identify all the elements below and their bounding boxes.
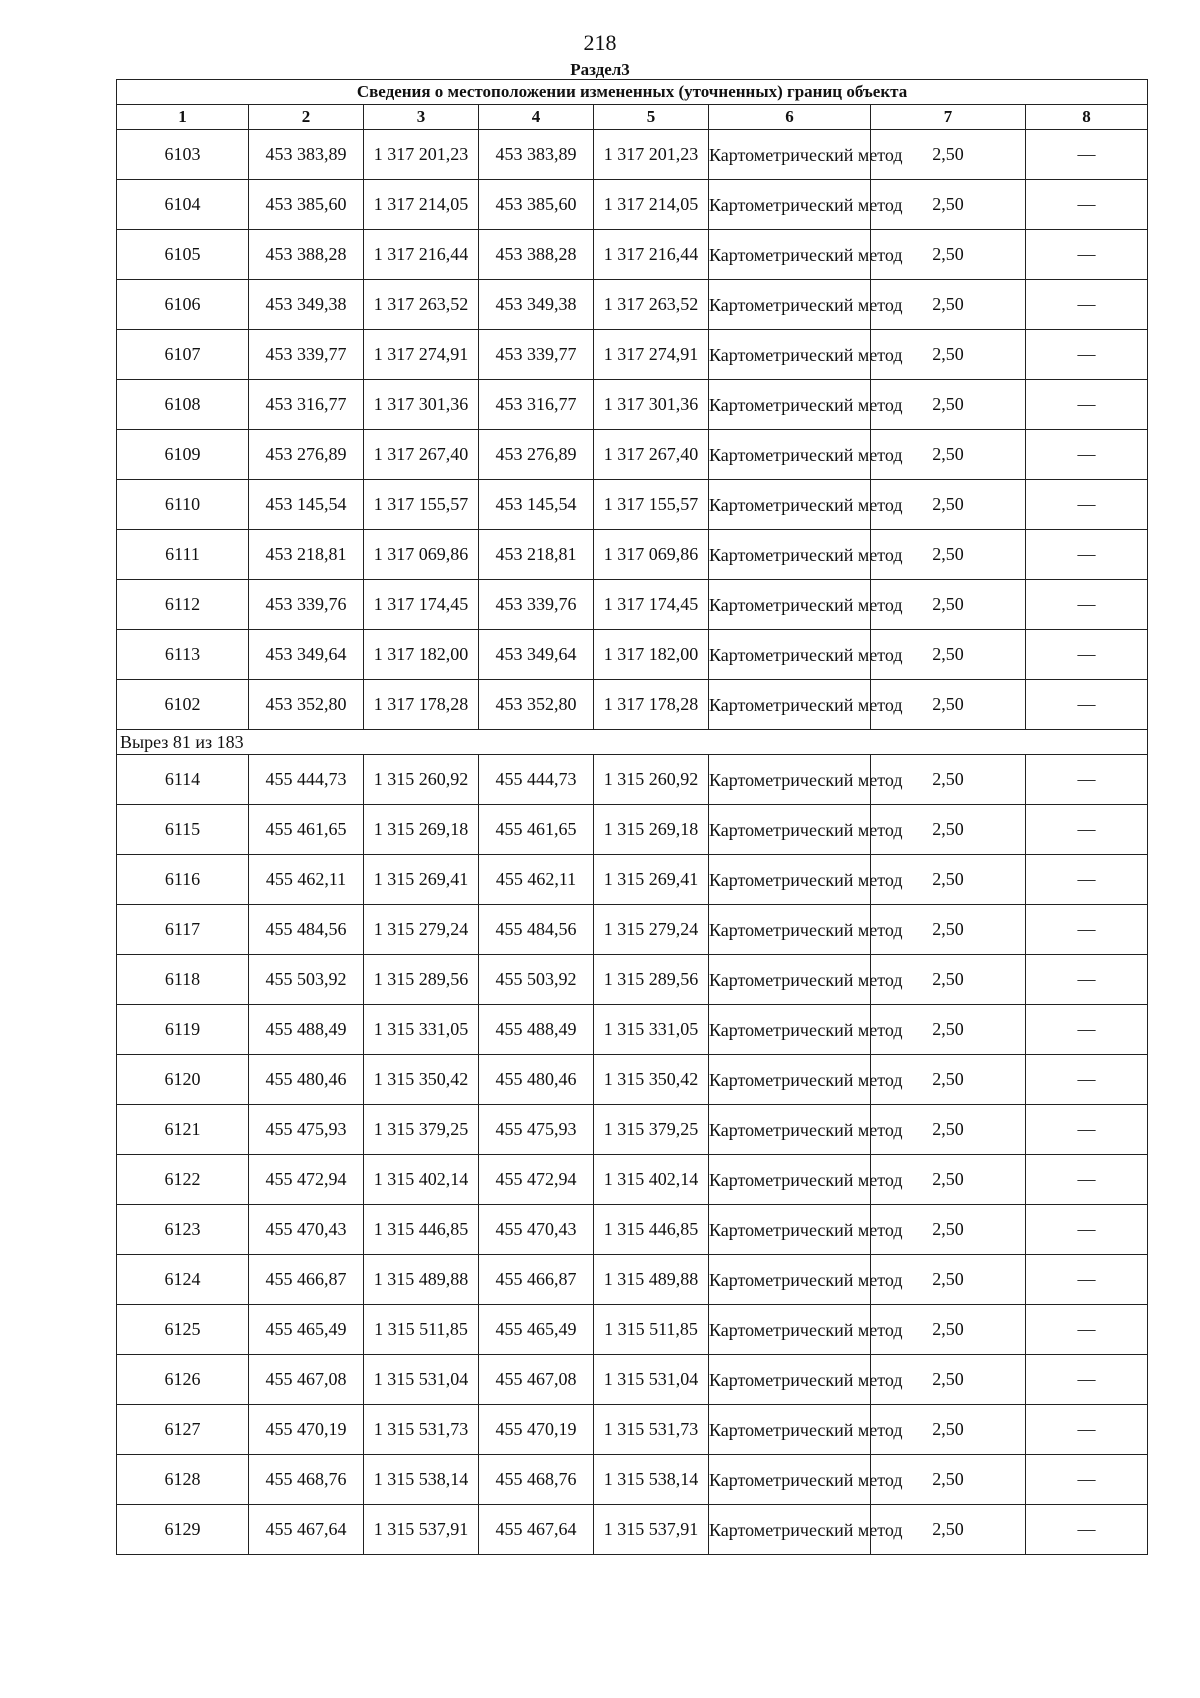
method-cell: Картометрический метод: [709, 1155, 871, 1205]
x-existing-cell: 453 352,80: [249, 680, 364, 730]
accuracy-cell: 2,50: [871, 755, 1026, 805]
x-existing-cell: 455 470,19: [249, 1405, 364, 1455]
method-cell: Картометрический метод: [709, 1355, 871, 1405]
x-existing-cell: 453 145,54: [249, 480, 364, 530]
x-new-cell: 455 461,65: [479, 805, 594, 855]
x-new-cell: 455 503,92: [479, 955, 594, 1005]
y-existing-cell: 1 315 269,18: [364, 805, 479, 855]
y-existing-cell: 1 315 350,42: [364, 1055, 479, 1105]
table-caption-row: [117, 80, 1148, 105]
accuracy-cell: 2,50: [871, 1055, 1026, 1105]
x-existing-cell: 453 218,81: [249, 530, 364, 580]
description-cell: —: [1026, 1405, 1148, 1455]
x-existing-cell: 453 383,89: [249, 130, 364, 180]
accuracy-cell: 2,50: [871, 1405, 1026, 1455]
x-existing-cell: 453 339,76: [249, 580, 364, 630]
accuracy-cell: 2,50: [871, 180, 1026, 230]
method-cell: Картометрический метод: [709, 130, 871, 180]
description-cell: —: [1026, 530, 1148, 580]
table-row: [117, 430, 1148, 480]
description-cell: —: [1026, 680, 1148, 730]
method-cell: Картометрический метод: [709, 480, 871, 530]
point-number-cell: 6127: [117, 1405, 249, 1455]
table-row: [117, 680, 1148, 730]
table-row: [117, 1455, 1148, 1505]
x-existing-cell: 455 472,94: [249, 1155, 364, 1205]
method-cell: Картометрический метод: [709, 1005, 871, 1055]
y-existing-cell: 1 315 446,85: [364, 1205, 479, 1255]
table-row: [117, 955, 1148, 1005]
y-existing-cell: 1 317 182,00: [364, 630, 479, 680]
table-caption: Сведения о местоположении измененных (уточненных) границ объекта: [117, 80, 1148, 105]
description-cell: —: [1026, 180, 1148, 230]
description-cell: —: [1026, 380, 1148, 430]
x-existing-cell: 455 467,08: [249, 1355, 364, 1405]
x-new-cell: 455 444,73: [479, 755, 594, 805]
x-new-cell: 455 462,11: [479, 855, 594, 905]
description-cell: —: [1026, 955, 1148, 1005]
description-cell: —: [1026, 1005, 1148, 1055]
y-new-cell: 1 315 279,24: [594, 905, 709, 955]
point-number-cell: 6107: [117, 330, 249, 380]
table-row: [117, 855, 1148, 905]
method-cell: Картометрический метод: [709, 280, 871, 330]
y-new-cell: 1 315 350,42: [594, 1055, 709, 1105]
method-cell: Картометрический метод: [709, 1205, 871, 1255]
table-row: [117, 330, 1148, 380]
section-title: Раздел3: [570, 60, 630, 79]
y-new-cell: 1 317 216,44: [594, 230, 709, 280]
table-row: [117, 1055, 1148, 1105]
x-existing-cell: 455 470,43: [249, 1205, 364, 1255]
method-cell: Картометрический метод: [709, 1505, 871, 1555]
table-row: [117, 580, 1148, 630]
description-cell: —: [1026, 1205, 1148, 1255]
table-row: [117, 1155, 1148, 1205]
description-cell: —: [1026, 805, 1148, 855]
description-cell: —: [1026, 430, 1148, 480]
point-number-cell: 6110: [117, 480, 249, 530]
x-existing-cell: 453 276,89: [249, 430, 364, 480]
table-row: [117, 480, 1148, 530]
x-new-cell: 455 475,93: [479, 1105, 594, 1155]
page-number: 218: [583, 30, 617, 55]
method-cell: Картометрический метод: [709, 680, 871, 730]
method-cell: Картометрический метод: [709, 630, 871, 680]
x-new-cell: 455 467,08: [479, 1355, 594, 1405]
point-number-cell: 6125: [117, 1305, 249, 1355]
x-new-cell: 453 339,76: [479, 580, 594, 630]
point-number-cell: 6104: [117, 180, 249, 230]
point-number-cell: 6124: [117, 1255, 249, 1305]
method-cell: Картометрический метод: [709, 955, 871, 1005]
method-cell: Картометрический метод: [709, 855, 871, 905]
y-new-cell: 1 315 537,91: [594, 1505, 709, 1555]
y-new-cell: 1 315 531,04: [594, 1355, 709, 1405]
y-existing-cell: 1 317 267,40: [364, 430, 479, 480]
accuracy-cell: 2,50: [871, 630, 1026, 680]
x-existing-cell: 453 316,77: [249, 380, 364, 430]
description-cell: —: [1026, 580, 1148, 630]
y-new-cell: 1 317 267,40: [594, 430, 709, 480]
x-existing-cell: 453 349,64: [249, 630, 364, 680]
y-existing-cell: 1 317 155,57: [364, 480, 479, 530]
column-number-row: [117, 105, 1148, 130]
point-number-cell: 6108: [117, 380, 249, 430]
method-cell: Картометрический метод: [709, 430, 871, 480]
y-new-cell: 1 317 274,91: [594, 330, 709, 380]
point-number-cell: 6115: [117, 805, 249, 855]
y-new-cell: 1 317 301,36: [594, 380, 709, 430]
y-existing-cell: 1 315 279,24: [364, 905, 479, 955]
x-existing-cell: 455 480,46: [249, 1055, 364, 1105]
accuracy-cell: 2,50: [871, 1355, 1026, 1405]
table-row: [117, 1255, 1148, 1305]
y-new-cell: 1 315 260,92: [594, 755, 709, 805]
point-number-cell: 6129: [117, 1505, 249, 1555]
y-new-cell: 1 315 511,85: [594, 1305, 709, 1355]
y-new-cell: 1 315 331,05: [594, 1005, 709, 1055]
x-new-cell: 453 385,60: [479, 180, 594, 230]
x-existing-cell: 455 468,76: [249, 1455, 364, 1505]
accuracy-cell: 2,50: [871, 330, 1026, 380]
method-cell: Картометрический метод: [709, 530, 871, 580]
x-new-cell: 453 145,54: [479, 480, 594, 530]
description-cell: —: [1026, 905, 1148, 955]
point-number-cell: 6114: [117, 755, 249, 805]
accuracy-cell: 2,50: [871, 1155, 1026, 1205]
x-existing-cell: 453 385,60: [249, 180, 364, 230]
method-cell: Картометрический метод: [709, 1405, 871, 1455]
y-existing-cell: 1 317 301,36: [364, 380, 479, 430]
table-row: [117, 1005, 1148, 1055]
description-cell: —: [1026, 130, 1148, 180]
accuracy-cell: 2,50: [871, 1255, 1026, 1305]
table-row: [117, 280, 1148, 330]
x-existing-cell: 455 484,56: [249, 905, 364, 955]
table-row: [117, 1505, 1148, 1555]
column-number-2: 2: [249, 105, 364, 130]
x-existing-cell: 455 465,49: [249, 1305, 364, 1355]
accuracy-cell: 2,50: [871, 130, 1026, 180]
y-existing-cell: 1 315 289,56: [364, 955, 479, 1005]
accuracy-cell: 2,50: [871, 1505, 1026, 1555]
accuracy-cell: 2,50: [871, 955, 1026, 1005]
column-number-3: 3: [364, 105, 479, 130]
description-cell: —: [1026, 1305, 1148, 1355]
x-new-cell: 455 470,43: [479, 1205, 594, 1255]
x-new-cell: 455 466,87: [479, 1255, 594, 1305]
y-existing-cell: 1 317 274,91: [364, 330, 479, 380]
table-row: [117, 530, 1148, 580]
y-new-cell: 1 315 269,41: [594, 855, 709, 905]
y-existing-cell: 1 315 531,73: [364, 1405, 479, 1455]
column-number-4: 4: [479, 105, 594, 130]
accuracy-cell: 2,50: [871, 805, 1026, 855]
method-cell: Картометрический метод: [709, 380, 871, 430]
y-new-cell: 1 315 538,14: [594, 1455, 709, 1505]
method-cell: Картометрический метод: [709, 805, 871, 855]
x-existing-cell: 453 349,38: [249, 280, 364, 330]
table-row: [117, 755, 1148, 805]
point-number-cell: 6112: [117, 580, 249, 630]
point-number-cell: 6105: [117, 230, 249, 280]
description-cell: —: [1026, 480, 1148, 530]
x-existing-cell: 455 466,87: [249, 1255, 364, 1305]
table-row: [117, 1205, 1148, 1255]
accuracy-cell: 2,50: [871, 430, 1026, 480]
y-existing-cell: 1 317 214,05: [364, 180, 479, 230]
method-cell: Картометрический метод: [709, 180, 871, 230]
x-existing-cell: 453 339,77: [249, 330, 364, 380]
y-new-cell: 1 315 531,73: [594, 1405, 709, 1455]
cutout-label: Вырез 81 из 183: [117, 730, 1148, 755]
table-row: [117, 630, 1148, 680]
x-new-cell: 455 470,19: [479, 1405, 594, 1455]
accuracy-cell: 2,50: [871, 905, 1026, 955]
point-number-cell: 6109: [117, 430, 249, 480]
description-cell: —: [1026, 1055, 1148, 1105]
point-number-cell: 6126: [117, 1355, 249, 1405]
point-number-cell: 6117: [117, 905, 249, 955]
description-cell: —: [1026, 1455, 1148, 1505]
boundary-coordinates-table: [116, 79, 1148, 1555]
description-cell: —: [1026, 1505, 1148, 1555]
accuracy-cell: 2,50: [871, 1105, 1026, 1155]
table-row: [117, 1305, 1148, 1355]
accuracy-cell: 2,50: [871, 1305, 1026, 1355]
x-new-cell: 455 465,49: [479, 1305, 594, 1355]
method-cell: Картометрический метод: [709, 230, 871, 280]
y-new-cell: 1 315 446,85: [594, 1205, 709, 1255]
method-cell: Картометрический метод: [709, 755, 871, 805]
point-number-cell: 6116: [117, 855, 249, 905]
column-number-5: 5: [594, 105, 709, 130]
table-row: [117, 905, 1148, 955]
point-number-cell: 6118: [117, 955, 249, 1005]
x-existing-cell: 455 444,73: [249, 755, 364, 805]
point-number-cell: 6128: [117, 1455, 249, 1505]
description-cell: —: [1026, 1355, 1148, 1405]
accuracy-cell: 2,50: [871, 1205, 1026, 1255]
column-number-6: 6: [709, 105, 871, 130]
accuracy-cell: 2,50: [871, 580, 1026, 630]
x-new-cell: 455 472,94: [479, 1155, 594, 1205]
y-new-cell: 1 315 402,14: [594, 1155, 709, 1205]
x-existing-cell: 455 503,92: [249, 955, 364, 1005]
method-cell: Картометрический метод: [709, 580, 871, 630]
x-new-cell: 455 484,56: [479, 905, 594, 955]
accuracy-cell: 2,50: [871, 380, 1026, 430]
description-cell: —: [1026, 1255, 1148, 1305]
y-new-cell: 1 317 214,05: [594, 180, 709, 230]
table-row: [117, 1355, 1148, 1405]
x-existing-cell: 455 462,11: [249, 855, 364, 905]
column-number-8: 8: [1026, 105, 1148, 130]
x-new-cell: 455 468,76: [479, 1455, 594, 1505]
x-existing-cell: 455 475,93: [249, 1105, 364, 1155]
table-body: [117, 80, 1148, 1555]
method-cell: Картометрический метод: [709, 1255, 871, 1305]
y-new-cell: 1 317 201,23: [594, 130, 709, 180]
description-cell: —: [1026, 330, 1148, 380]
y-new-cell: 1 317 182,00: [594, 630, 709, 680]
x-new-cell: 453 276,89: [479, 430, 594, 480]
x-existing-cell: 455 467,64: [249, 1505, 364, 1555]
y-new-cell: 1 317 155,57: [594, 480, 709, 530]
description-cell: —: [1026, 630, 1148, 680]
table-row: [117, 380, 1148, 430]
y-existing-cell: 1 315 379,25: [364, 1105, 479, 1155]
y-new-cell: 1 315 379,25: [594, 1105, 709, 1155]
method-cell: Картометрический метод: [709, 330, 871, 380]
y-existing-cell: 1 315 269,41: [364, 855, 479, 905]
x-new-cell: 453 339,77: [479, 330, 594, 380]
accuracy-cell: 2,50: [871, 230, 1026, 280]
accuracy-cell: 2,50: [871, 855, 1026, 905]
accuracy-cell: 2,50: [871, 1005, 1026, 1055]
point-number-cell: 6119: [117, 1005, 249, 1055]
x-existing-cell: 453 388,28: [249, 230, 364, 280]
y-new-cell: 1 315 269,18: [594, 805, 709, 855]
x-new-cell: 455 488,49: [479, 1005, 594, 1055]
y-existing-cell: 1 317 174,45: [364, 580, 479, 630]
method-cell: Картометрический метод: [709, 1055, 871, 1105]
accuracy-cell: 2,50: [871, 280, 1026, 330]
point-number-cell: 6103: [117, 130, 249, 180]
x-new-cell: 455 480,46: [479, 1055, 594, 1105]
y-existing-cell: 1 315 402,14: [364, 1155, 479, 1205]
description-cell: —: [1026, 280, 1148, 330]
accuracy-cell: 2,50: [871, 1455, 1026, 1505]
x-new-cell: 453 218,81: [479, 530, 594, 580]
accuracy-cell: 2,50: [871, 680, 1026, 730]
point-number-cell: 6120: [117, 1055, 249, 1105]
method-cell: Картометрический метод: [709, 1105, 871, 1155]
method-cell: Картометрический метод: [709, 1455, 871, 1505]
x-new-cell: 453 352,80: [479, 680, 594, 730]
description-cell: —: [1026, 755, 1148, 805]
x-new-cell: 453 388,28: [479, 230, 594, 280]
x-new-cell: 453 349,64: [479, 630, 594, 680]
point-number-cell: 6102: [117, 680, 249, 730]
x-new-cell: 455 467,64: [479, 1505, 594, 1555]
y-existing-cell: 1 315 537,91: [364, 1505, 479, 1555]
description-cell: —: [1026, 1105, 1148, 1155]
x-new-cell: 453 349,38: [479, 280, 594, 330]
point-number-cell: 6122: [117, 1155, 249, 1205]
y-existing-cell: 1 317 216,44: [364, 230, 479, 280]
description-cell: —: [1026, 855, 1148, 905]
x-new-cell: 453 316,77: [479, 380, 594, 430]
column-number-1: 1: [117, 105, 249, 130]
point-number-cell: 6121: [117, 1105, 249, 1155]
x-existing-cell: 455 488,49: [249, 1005, 364, 1055]
point-number-cell: 6113: [117, 630, 249, 680]
y-new-cell: 1 317 069,86: [594, 530, 709, 580]
y-existing-cell: 1 317 263,52: [364, 280, 479, 330]
cutout-row: [117, 730, 1148, 755]
method-cell: Картометрический метод: [709, 1305, 871, 1355]
table-row: [117, 180, 1148, 230]
y-existing-cell: 1 317 178,28: [364, 680, 479, 730]
y-existing-cell: 1 315 511,85: [364, 1305, 479, 1355]
y-new-cell: 1 317 178,28: [594, 680, 709, 730]
table-row: [117, 805, 1148, 855]
accuracy-cell: 2,50: [871, 480, 1026, 530]
description-cell: —: [1026, 1155, 1148, 1205]
accuracy-cell: 2,50: [871, 530, 1026, 580]
table-row: [117, 130, 1148, 180]
y-new-cell: 1 315 489,88: [594, 1255, 709, 1305]
y-existing-cell: 1 315 331,05: [364, 1005, 479, 1055]
x-existing-cell: 455 461,65: [249, 805, 364, 855]
y-new-cell: 1 317 174,45: [594, 580, 709, 630]
y-existing-cell: 1 315 489,88: [364, 1255, 479, 1305]
y-existing-cell: 1 317 201,23: [364, 130, 479, 180]
y-new-cell: 1 315 289,56: [594, 955, 709, 1005]
table-row: [117, 230, 1148, 280]
column-number-7: 7: [871, 105, 1026, 130]
method-cell: Картометрический метод: [709, 905, 871, 955]
description-cell: —: [1026, 230, 1148, 280]
y-existing-cell: 1 317 069,86: [364, 530, 479, 580]
x-new-cell: 453 383,89: [479, 130, 594, 180]
point-number-cell: 6106: [117, 280, 249, 330]
table-row: [117, 1105, 1148, 1155]
y-existing-cell: 1 315 260,92: [364, 755, 479, 805]
point-number-cell: 6123: [117, 1205, 249, 1255]
point-number-cell: 6111: [117, 530, 249, 580]
table-row: [117, 1405, 1148, 1455]
y-existing-cell: 1 315 531,04: [364, 1355, 479, 1405]
y-new-cell: 1 317 263,52: [594, 280, 709, 330]
y-existing-cell: 1 315 538,14: [364, 1455, 479, 1505]
